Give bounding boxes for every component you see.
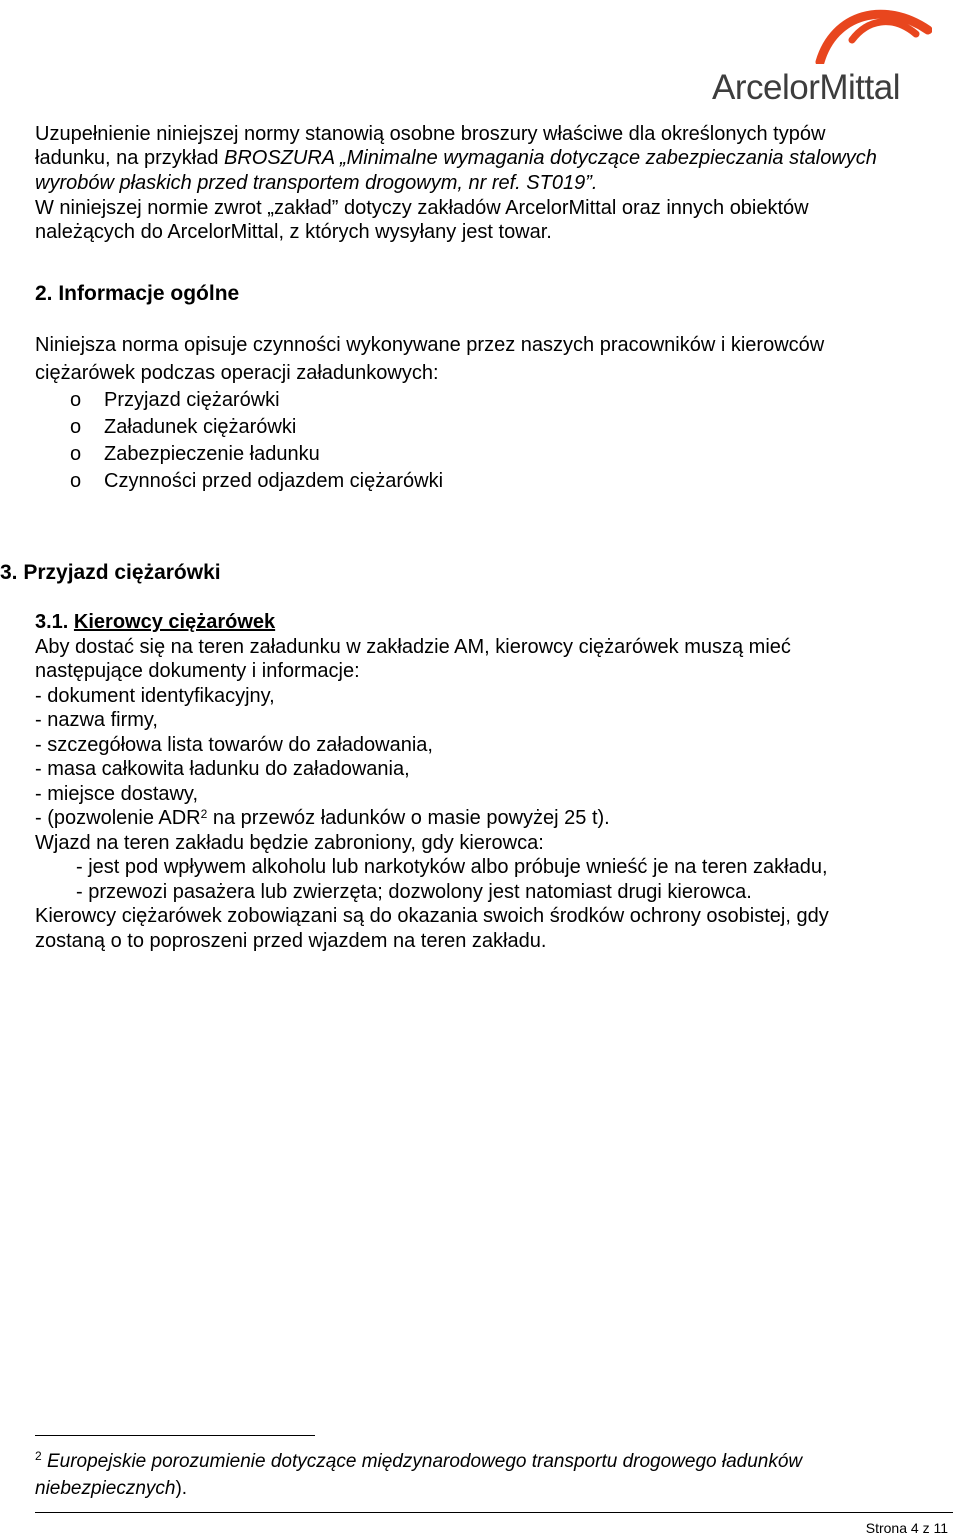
bullet-marker: o (70, 443, 82, 465)
footnote-number: 2 (35, 1449, 42, 1463)
page-number: Strona 4 z 11 (865, 1520, 948, 1536)
section-2-line-1: Niniejsza norma opisuje czynności wykonywane przez naszych pracowników i kierowców (35, 334, 825, 356)
adr-text: - (pozwolenie ADR (35, 807, 201, 829)
list-item: Załadunek ciężarówki (104, 416, 297, 438)
section-3-line-11: - przewozi pasażera lub zwierzęta; dozwolony jest natomiast drugi kierowca. (76, 881, 752, 903)
footnote-line-2-end: ). (175, 1478, 188, 1499)
intro-line-5: należących do ArcelorMittal, z których wysyłany jest towar. (35, 221, 552, 243)
footnote-line-1: Europejskie porozumienie dotyczące międzynarodowego transportu drogowego ładunków (46, 1451, 803, 1472)
section-3-line-3: - dokument identyfikacyjny, (35, 685, 275, 707)
list-item: Przyjazd ciężarówki (104, 389, 280, 411)
arcelormittal-logo (712, 2, 932, 110)
footnote-line-2: niebezpiecznych (35, 1478, 176, 1499)
brochure-reference: BROSZURA „Minimalne wymagania dotyczące zabezpieczania stalowych (224, 147, 877, 169)
section-2-line-2: ciężarówek podczas operacji załadunkowych: (35, 362, 439, 384)
section-3-line-10: - jest pod wpływem alkoholu lub narkotyków albo próbuje wnieść je na teren zakładu, (76, 856, 828, 878)
section-3-line-8 (35, 806, 610, 831)
bullet-marker: o (70, 470, 82, 492)
bullet-marker: o (70, 416, 82, 438)
logo-wordmark: ArcelorMittal (712, 68, 900, 107)
section-2-heading: 2. Informacje ogólne (35, 282, 240, 305)
logo-swoosh-icon (812, 2, 932, 64)
list-item: Zabezpieczenie ładunku (104, 443, 320, 465)
adr-text-rest: na przewóz ładunków o masie powyżej 25 t). (207, 807, 610, 829)
list-item: Czynności przed odjazdem ciężarówki (104, 470, 444, 492)
section-3-line-9: Wjazd na teren zakładu będzie zabroniony, gdy kierowca: (35, 832, 544, 854)
section-3-line-7: - miejsce dostawy, (35, 783, 199, 805)
footnote-ref: 2 (200, 807, 208, 821)
section-3-line-13: zostaną o to poproszeni przed wjazdem na teren zakładu. (35, 930, 547, 952)
footnote-separator (35, 1435, 315, 1436)
section-3-line-12: Kierowcy ciężarówek zobowiązani są do okazania swoich środków ochrony osobistej, gdy (35, 905, 829, 927)
section-3-heading: 3. Przyjazd ciężarówki (0, 561, 221, 584)
intro-line-2 (35, 146, 877, 171)
subsection-number: 3.1. (35, 611, 69, 633)
subsection-heading (35, 610, 275, 635)
section-3-line-5: - szczegółowa lista towarów do załadowania, (35, 734, 433, 756)
bullet-marker: o (70, 389, 82, 411)
intro-line-2-plain: ładunku, na przykład (35, 147, 225, 169)
section-3-line-2: następujące dokumenty i informacje: (35, 660, 360, 682)
footnote (35, 1448, 802, 1502)
intro-line-4: W niniejszej normie zwrot „zakład” dotyczy zakładów ArcelorMittal oraz innych obiektów (35, 197, 809, 219)
section-3-line-1: Aby dostać się na teren załadunku w zakładzie AM, kierowcy ciężarówek muszą mieć (35, 636, 791, 658)
intro-line-1: Uzupełnienie niniejszej normy stanowią osobne broszury właściwe dla określonych typów (35, 123, 826, 145)
intro-line-3: wyrobów płaskich przed transportem drogowym, nr ref. ST019”. (35, 172, 598, 194)
section-3-line-6: - masa całkowita ładunku do załadowania, (35, 758, 410, 780)
footer-rule (35, 1512, 953, 1513)
section-3-line-4: - nazwa firmy, (35, 709, 158, 731)
subsection-title: Kierowcy ciężarówek (73, 611, 276, 633)
